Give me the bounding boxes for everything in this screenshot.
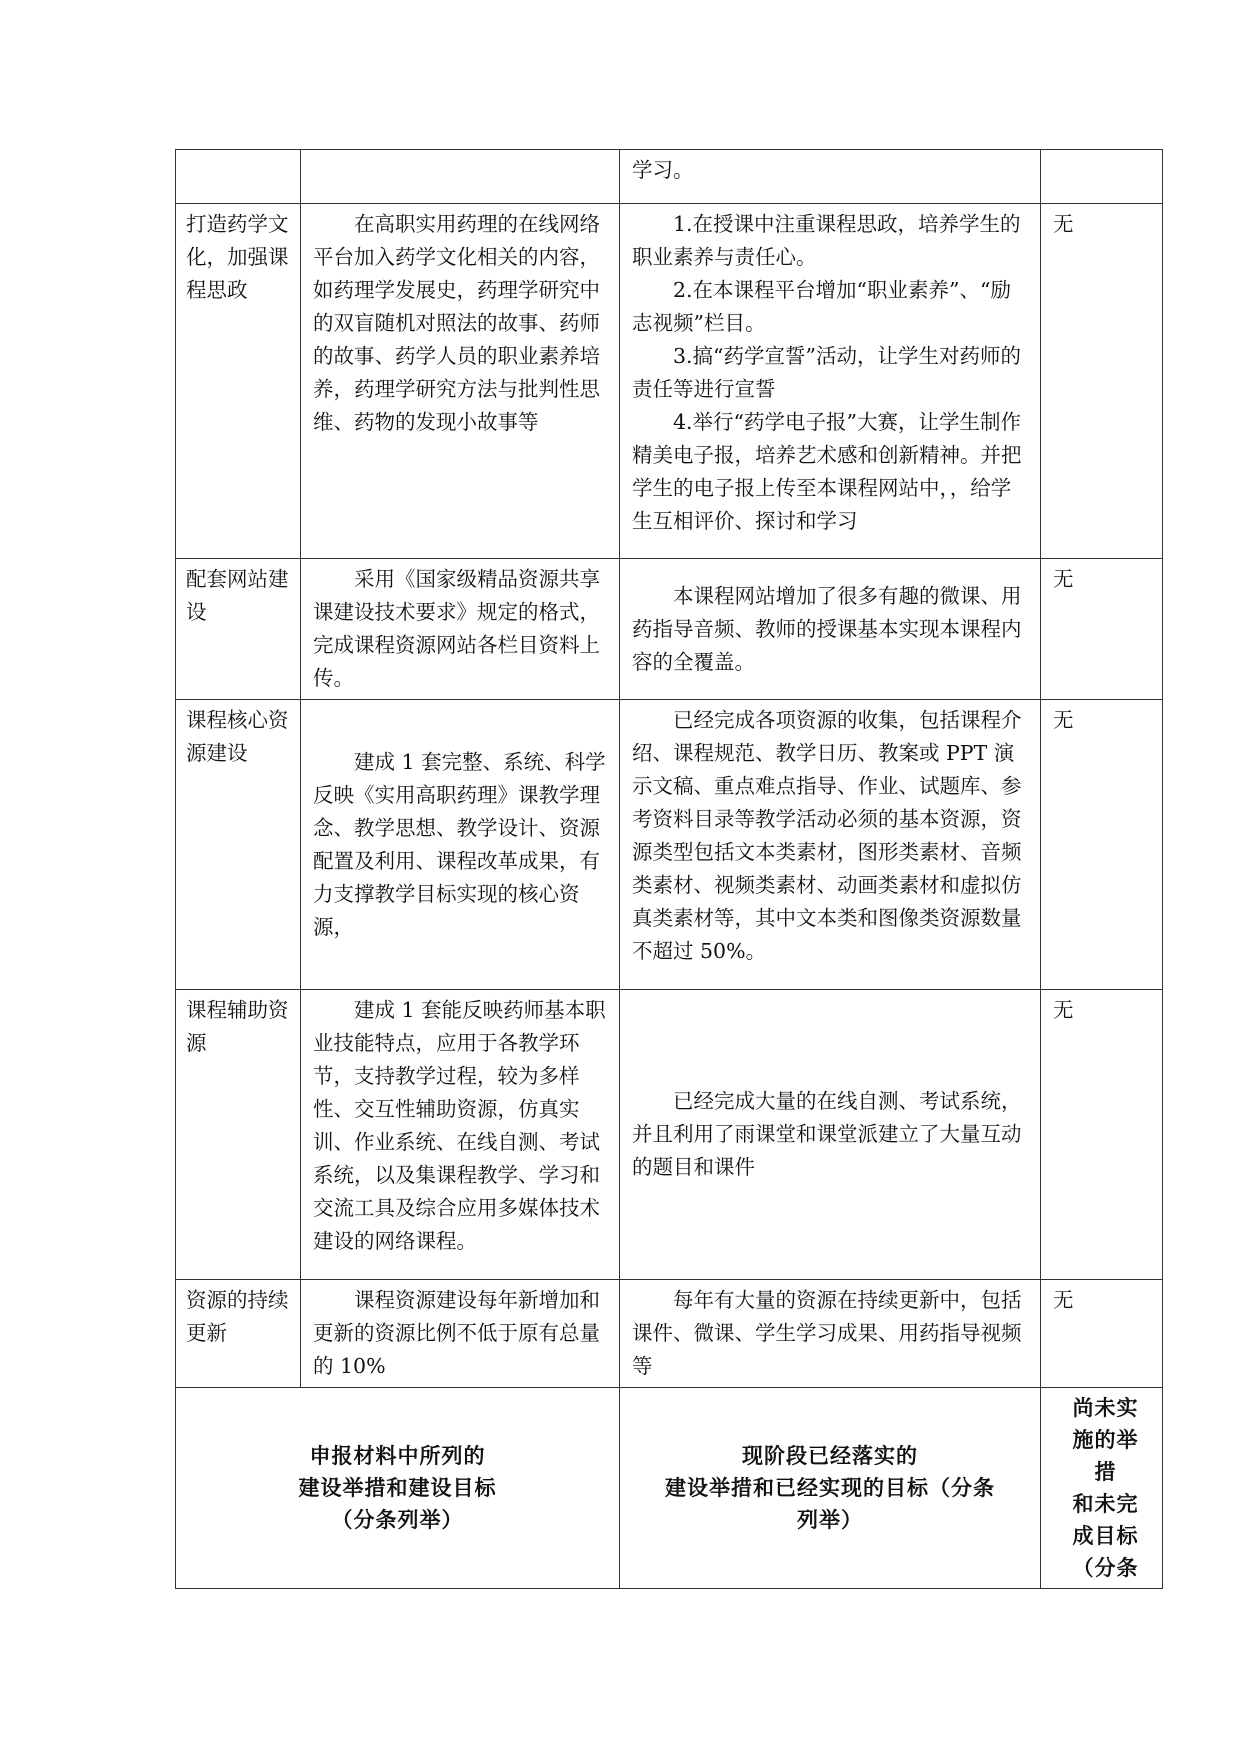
done-item: 已经完成各项资源的收集，包括课程介绍、课程规范、教学日历、教案或 PPT 演示文稿、重点难点指导、作业、试题库、参考资料目录等教学活动必须的基本资源，资源类型包括文本类素材，图形类素材、音频类素材、视频类素材、动画类素材和虚拟仿真类素材等，其中文本类和图像类资源数量不超过 50%。 [632, 708, 1022, 963]
done-cell [620, 990, 1041, 1280]
pending-cell: 无 [1041, 1280, 1163, 1388]
goal-cell: 在高职实用药理的在线网络平台加入药学文化相关的内容，如药理学发展史，药理学研究中的双盲随机对照法的故事、药师的故事、药学人员的职业素养培养，药理学研究方法与批判性思维、药物的发现小故事等 [301, 204, 620, 559]
header-pending-line: （分条 [1072, 1555, 1139, 1580]
pending-cell: 无 [1041, 559, 1163, 700]
table-row [176, 559, 1163, 700]
header-pending [1041, 1388, 1163, 1589]
goal-cell: 建成 1 套完整、系统、科学反映《实用高职药理》课教学理念、教学思想、教学设计、资源配置及利用、课程改革成果，有力支撑教学目标实现的核心资源， [301, 700, 620, 990]
table-row [176, 990, 1163, 1280]
done-cell [620, 150, 1041, 204]
header-pending-line: 尚未实 [1072, 1395, 1139, 1420]
done-text: 学习。 [632, 158, 694, 182]
item-cell: 课程核心资源建设 [176, 700, 301, 990]
header-plan-line: 申报材料中所列的 [309, 1443, 486, 1468]
header-pending-line: 施的举 [1072, 1427, 1139, 1452]
pending-cell: 无 [1041, 990, 1163, 1280]
done-item: 每年有大量的资源在持续更新中，包括课件、微课、学生学习成果、用药指导视频等 [632, 1288, 1022, 1378]
done-item: 已经完成大量的在线自测、考试系统，并且利用了雨课堂和课堂派建立了大量互动的题目和课件 [632, 1089, 1022, 1179]
header-done-line: 现阶段已经落实的 [742, 1443, 918, 1468]
table-row [176, 150, 1163, 204]
pending-cell: 无 [1041, 700, 1163, 990]
done-cell [620, 700, 1041, 990]
header-plan-line: （分条列举） [331, 1507, 464, 1532]
done-cell [620, 1280, 1041, 1388]
goal-cell: 建成 1 套能反映药师基本职业技能特点，应用于各教学环节，支持教学过程，较为多样性、交互性辅助资源，仿真实训、作业系统、在线自测、考试系统，以及集课程教学、学习和交流工具及综合应用多媒体技术建设的网络课程。 [301, 990, 620, 1280]
goal-cell [301, 150, 620, 204]
item-cell: 课程辅助资源 [176, 990, 301, 1280]
table-row [176, 1280, 1163, 1388]
done-item: 1.在授课中注重课程思政，培养学生的职业素养与责任心。 [632, 212, 1021, 269]
table-row [176, 700, 1163, 990]
header-plan [176, 1388, 620, 1589]
done-cell [620, 204, 1041, 559]
header-done [620, 1388, 1041, 1589]
item-cell [176, 150, 301, 204]
header-plan-line: 建设举措和建设目标 [298, 1475, 497, 1500]
item-cell: 配套网站建设 [176, 559, 301, 700]
pending-cell: 无 [1041, 204, 1163, 559]
done-cell [620, 559, 1041, 700]
header-pending-line: 和未完 [1072, 1491, 1139, 1516]
done-item: 本课程网站增加了很多有趣的微课、用药指导音频、教师的授课基本实现本课程内容的全覆盖。 [632, 583, 1022, 674]
document-page [175, 149, 1139, 1589]
header-pending-line: 成目标 [1072, 1523, 1139, 1548]
goal-cell: 课程资源建设每年新增加和更新的资源比例不低于原有总量的 10% [301, 1280, 620, 1388]
done-item: 4.举行“药学电子报”大赛，让学生制作精美电子报，培养艺术感和创新精神。并把学生的电子报上传至本课程网站中，，给学生互相评价、探讨和学习 [632, 410, 1022, 533]
header-done-line: 列举） [797, 1507, 863, 1532]
goal-cell: 采用《国家级精品资源共享课建设技术要求》规定的格式，完成课程资源网站各栏目资料上传。 [301, 559, 620, 700]
construction-progress-table [175, 149, 1163, 1589]
table-header-row [176, 1388, 1163, 1589]
item-cell: 资源的持续更新 [176, 1280, 301, 1388]
item-cell: 打造药学文化，加强课程思政 [176, 204, 301, 559]
table-row [176, 204, 1163, 559]
done-item: 2.在本课程平台增加“职业素养”、“励志视频”栏目。 [632, 278, 1011, 335]
header-done-line: 建设举措和已经实现的目标（分条 [665, 1475, 995, 1500]
pending-cell [1041, 150, 1163, 204]
done-item: 3.搞“药学宣誓”活动，让学生对药师的责任等进行宣誓 [632, 344, 1022, 401]
header-pending-line: 措 [1094, 1459, 1117, 1484]
